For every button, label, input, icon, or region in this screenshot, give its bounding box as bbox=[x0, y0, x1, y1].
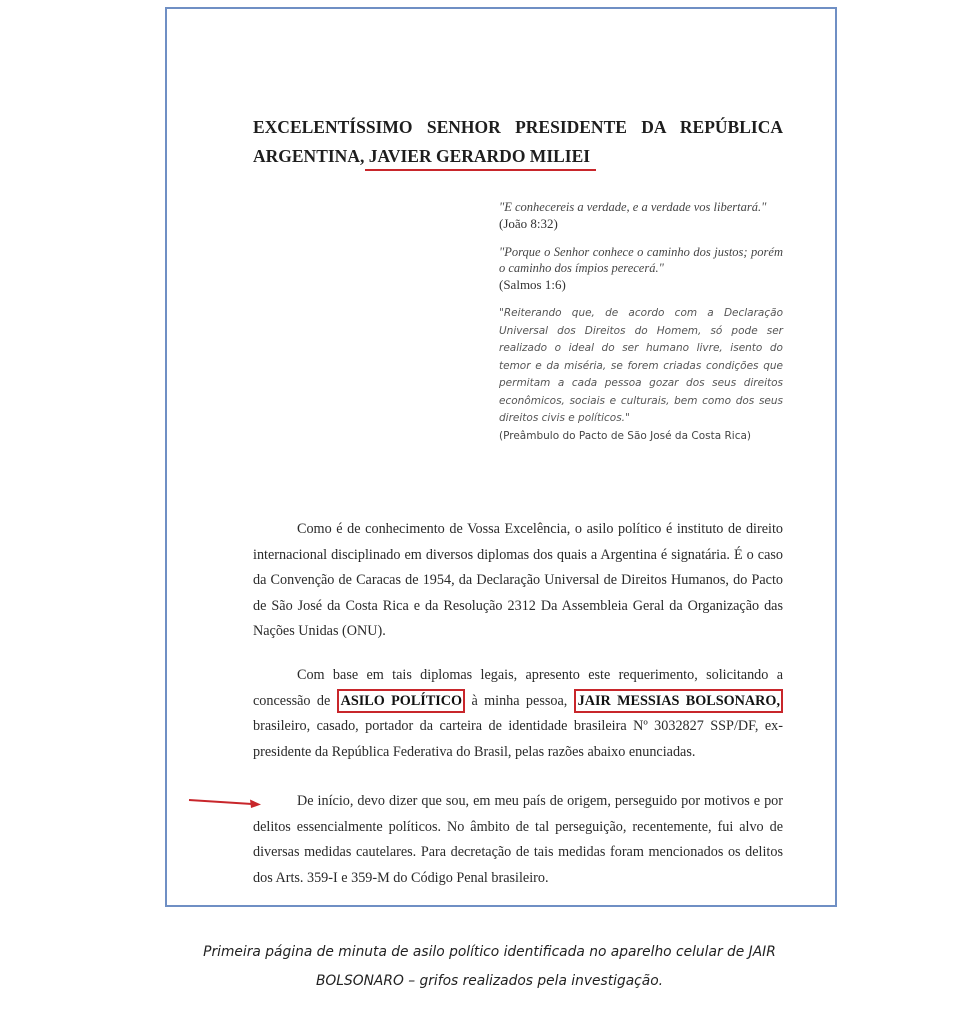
paragraph-text: brasileiro, casado, portador da carteira de identidade brasileira Nº 3032827 SSP/DF, ex-presidente da República Federativa do Brasil, pelas razões abaixo enunciadas. bbox=[253, 718, 783, 760]
paragraph-persecution: De início, devo dizer que sou, em meu país de origem, perseguido por motivos e por delitos essencialmente políticos. No âmbito de tal perseguição, recentemente, fui alvo de diversas medidas cautelares. Para decretação de tais medidas foram mencionados os delitos dos Arts. 359-I e 359-M do Código Penal brasileiro. bbox=[253, 793, 783, 886]
red-arrow-icon bbox=[188, 795, 262, 811]
title-line-1: EXCELENTÍSSIMO SENHOR PRESIDENTE DA REPÚBLICA bbox=[253, 117, 783, 137]
document-frame bbox=[165, 7, 837, 907]
epigraph-3 bbox=[499, 305, 783, 445]
epigraph-quote: "Porque o Senhor conhece o caminho dos justos; porém o caminho dos ímpios perecerá." bbox=[499, 245, 783, 275]
epigraph-quote: "E conhecereis a verdade, e a verdade vos libertará." bbox=[499, 200, 767, 214]
paragraph-text: Com base em tais diplomas legais, apresento este requerimento, solicitando a concessão de bbox=[253, 667, 783, 709]
paragraph-asylum-request bbox=[253, 663, 783, 765]
title-country: ARGENTINA, bbox=[253, 146, 365, 166]
caption-line-1: Primeira página de minuta de asilo político identificada no aparelho celular de JAIR bbox=[203, 944, 776, 960]
epigraph-source: (João 8:32) bbox=[499, 216, 558, 231]
highlight-box-name: JAIR MESSIAS BOLSONARO, bbox=[574, 689, 783, 713]
paragraph-asylum-context: Como é de conhecimento de Vossa Excelência, o asilo político é instituto de direito internacional disciplinado em diversos diplomas dos quais a Argentina é signatária. É o caso da Convenção de Caracas de 1954, da Declaração Universal de Direitos Humanos, do Pacto de São José da Costa Rica e da Resolução 2312 Da Assembleia Geral da Organização das Nações Unidas (ONU). bbox=[253, 521, 783, 639]
epigraph-source: (Salmos 1:6) bbox=[499, 277, 566, 292]
epigraph-2 bbox=[499, 244, 783, 293]
highlight-box-asilo-politico: ASILO POLÍTICO bbox=[337, 689, 465, 713]
document-title bbox=[253, 113, 783, 171]
epigraph-1 bbox=[499, 199, 783, 232]
epigraph-source: (Preâmbulo do Pacto de São José da Costa Rica) bbox=[499, 429, 752, 442]
title-line-2 bbox=[253, 142, 783, 171]
epigraphs bbox=[499, 199, 783, 457]
figure-caption bbox=[0, 938, 979, 996]
paragraph-text: à minha pessoa, bbox=[465, 692, 574, 709]
epigraph-quote: "Reiterando que, de acordo com a Declaração Universal dos Direitos do Homem, só pode ser realizado o ideal do ser humano livre, isento do temor e da miséria, se forem criadas condições que permitam a cada pessoa gozar dos seus direitos econômicos, sociais e culturais, bem como dos seus direitos civis e políticos." bbox=[499, 307, 783, 424]
caption-line-2: BOLSONARO – grifos realizados pela investigação. bbox=[315, 973, 664, 989]
underlined-president-name: JAVIER GERARDO MILIEI bbox=[368, 146, 591, 166]
document-page bbox=[167, 9, 835, 905]
